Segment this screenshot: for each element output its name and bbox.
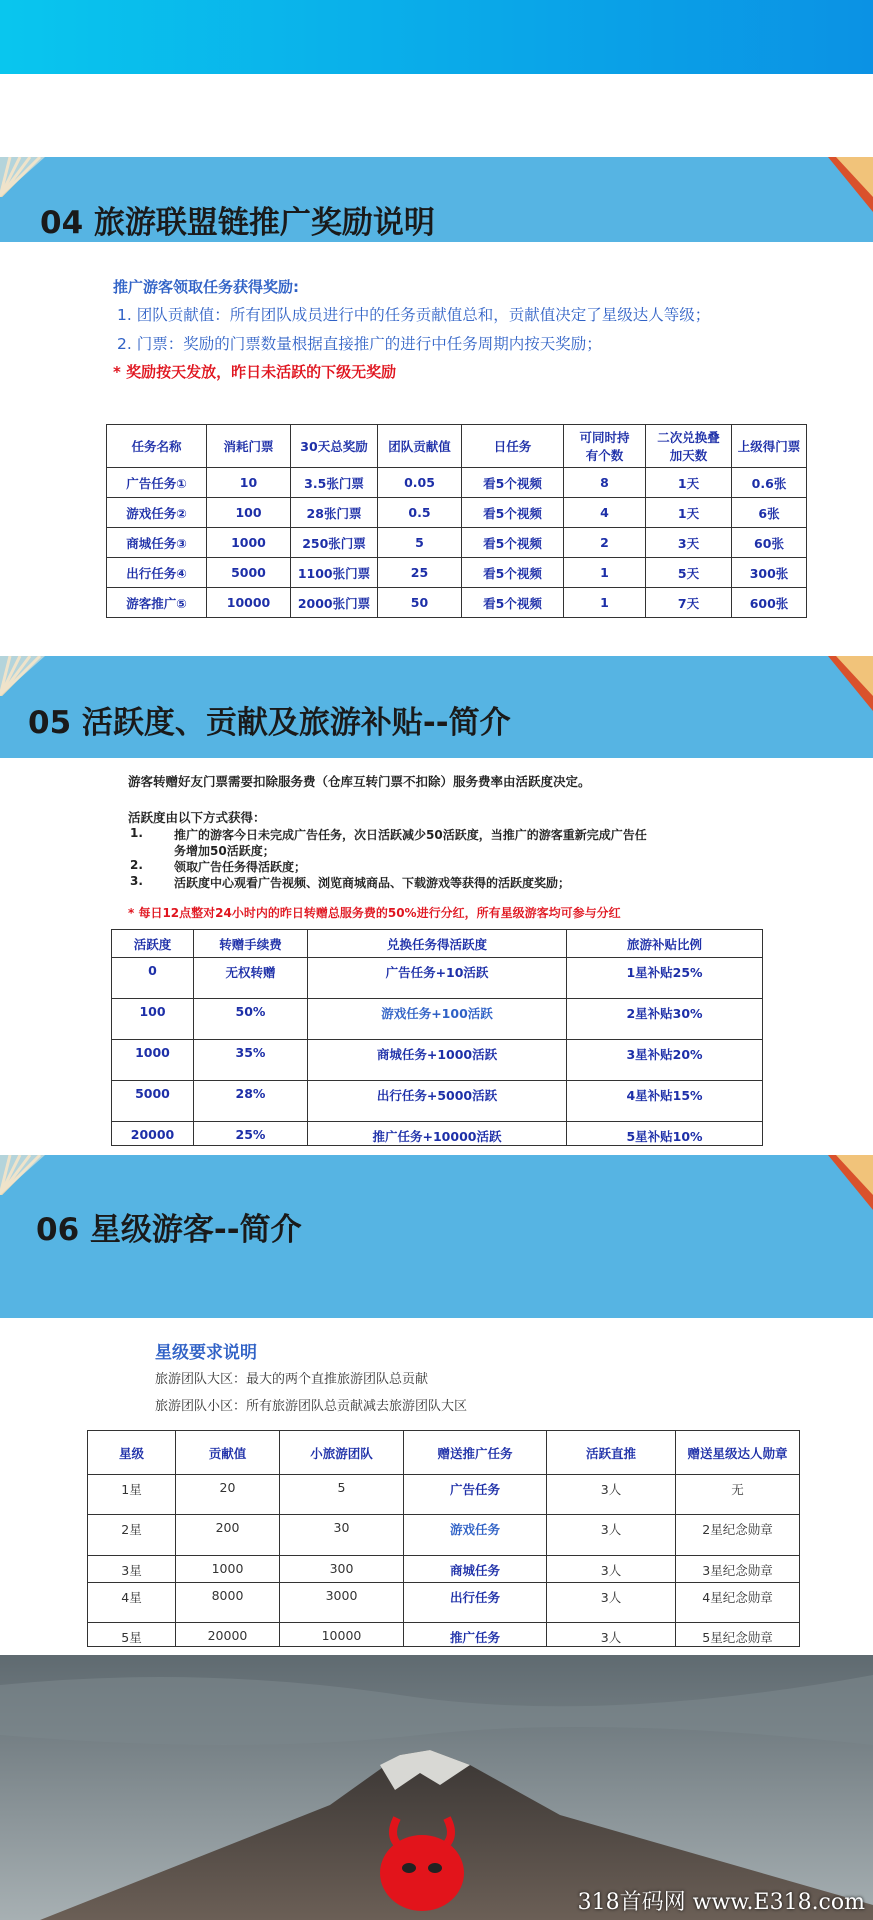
section-04-point-2: 2. 门票：奖励的门票数量根据直接推广的进行中任务周期内按天奖励； [117,335,602,353]
table-cell: 看5个视频 [462,498,564,528]
table-cell: 60张 [732,528,807,558]
table-header-cell: 上级得门票 [732,425,807,468]
table-cell: 广告任务① [107,468,207,498]
table-cell: 游戏任务+100活跃 [308,999,567,1040]
table-header-cell: 星级 [88,1431,176,1475]
table-row [112,1122,763,1146]
top-banner [0,0,873,74]
table-row [107,558,807,588]
list-item: 推广的游客今日未完成广告任务，次日活跃减少50活跃度，当推广的游客重新完成广告任 [174,828,647,842]
section-04-point-1: 1. 团队贡献值：所有团队成员进行中的任务贡献值总和，贡献值决定了星级达人等级； [117,306,711,324]
table-cell: 4星 [88,1583,176,1623]
table-cell: 5天 [646,558,732,588]
table-cell: 1000 [176,1556,280,1583]
table-cell: 3星 [88,1556,176,1583]
table-header-cell: 小旅游团队 [280,1431,404,1475]
table-row [88,1475,800,1515]
table-row [112,958,763,999]
table-row [107,498,807,528]
table-cell: 0.5 [378,498,462,528]
list-item-continued: 务增加50活跃度； [174,844,275,858]
table-cell: 推广任务 [404,1623,547,1647]
table-cell: 看5个视频 [462,528,564,558]
table-cell: 20 [176,1475,280,1515]
table-cell: 出行任务④ [107,558,207,588]
table-cell: 8 [564,468,646,498]
table-cell: 28% [194,1081,308,1122]
section-05-note: * 每日12点整对24小时内的昨日转赠总服务费的50%进行分红，所有星级游客均可参与分红 [128,906,621,920]
table-cell: 4 [564,498,646,528]
table-header-cell: 赠送星级达人勋章 [676,1431,800,1475]
table-cell: 2星补贴30% [567,999,763,1040]
list-item-number: 3. [130,874,143,888]
table-cell: 5000 [207,558,291,588]
table-cell: 5星 [88,1623,176,1647]
table-cell: 3星补贴20% [567,1040,763,1081]
table-row [112,999,763,1040]
table-cell: 2000张门票 [291,588,378,618]
table-cell: 1100张门票 [291,558,378,588]
table-cell: 无权转赠 [194,958,308,999]
star-level-table [87,1430,800,1647]
table-cell: 10000 [207,588,291,618]
list-item-number: 2. [130,858,143,872]
list-item: 领取广告任务得活跃度； [174,860,307,874]
table-header-cell: 转赠手续费 [194,930,308,958]
table-cell: 2星 [88,1515,176,1556]
section-06-subtitle: 星级要求说明 [155,1343,257,1363]
table-cell: 4星补贴15% [567,1081,763,1122]
table-cell: 5 [280,1475,404,1515]
table-cell: 3星纪念勋章 [676,1556,800,1583]
section-05-howto: 活跃度由以下方式获得： [128,810,266,825]
table-cell: 游戏任务② [107,498,207,528]
table-row [112,1081,763,1122]
table-header-cell: 消耗门票 [207,425,291,468]
table-cell: 3.5张门票 [291,468,378,498]
table-header-cell: 团队贡献值 [378,425,462,468]
table-cell: 7天 [646,588,732,618]
list-item-number: 1. [130,826,143,840]
fan-decoration-icon [818,157,873,217]
table-cell: 5星补贴10% [567,1122,763,1146]
table-row [88,1583,800,1623]
table-cell: 0 [112,958,194,999]
table-cell: 看5个视频 [462,588,564,618]
section-04-intro: 推广游客领取任务获得奖励: [113,278,299,296]
table-cell: 28张门票 [291,498,378,528]
table-header-cell: 赠送推广任务 [404,1431,547,1475]
table-header-cell: 30天总奖励 [291,425,378,468]
table-cell: 35% [194,1040,308,1081]
table-cell: 10000 [280,1623,404,1647]
table-cell: 4星纪念勋章 [676,1583,800,1623]
section-05-intro: 游客转赠好友门票需要扣除服务费（仓库互转门票不扣除）服务费率由活跃度决定。 [128,774,591,789]
table-header-cell: 日任务 [462,425,564,468]
table-cell: 100 [207,498,291,528]
list-item: 活跃度中心观看广告视频、浏览商城商品、下载游戏等获得的活跃度奖励； [174,876,571,890]
fan-decoration-icon [0,656,60,696]
table-cell: 无 [676,1475,800,1515]
table-cell: 3人 [547,1475,676,1515]
table-header-cell: 二次兑换叠加天数 [646,425,732,468]
table-cell: 广告任务+10活跃 [308,958,567,999]
table-cell: 游戏任务 [404,1515,547,1556]
table-cell: 出行任务 [404,1583,547,1623]
fan-decoration-icon [0,157,60,197]
table-cell: 5 [378,528,462,558]
table-cell: 5星纪念勋章 [676,1623,800,1647]
table-cell: 出行任务+5000活跃 [308,1081,567,1122]
table-cell: 6张 [732,498,807,528]
table-cell: 300张 [732,558,807,588]
table-cell: 1星补贴25% [567,958,763,999]
table-cell: 3人 [547,1556,676,1583]
activity-table [111,929,763,1146]
table-cell: 商城任务③ [107,528,207,558]
table-cell: 1 [564,588,646,618]
table-cell: 2星纪念勋章 [676,1515,800,1556]
table-cell: 0.05 [378,468,462,498]
table-cell: 20000 [112,1122,194,1146]
fan-decoration-icon [818,1155,873,1215]
table-cell: 25% [194,1122,308,1146]
table-cell: 25 [378,558,462,588]
table-header-cell: 任务名称 [107,425,207,468]
table-row [88,1556,800,1583]
table-cell: 300 [280,1556,404,1583]
table-header-row [88,1431,800,1475]
table-cell: 2 [564,528,646,558]
table-cell: 游客推广⑤ [107,588,207,618]
table-cell: 50% [194,999,308,1040]
section-06-line-1: 旅游团队大区：最大的两个直推旅游团队总贡献 [155,1372,429,1387]
table-cell: 600张 [732,588,807,618]
table-cell: 3人 [547,1583,676,1623]
table-cell: 广告任务 [404,1475,547,1515]
table-header-cell: 活跃度 [112,930,194,958]
fan-decoration-icon [818,656,873,716]
table-cell: 商城任务 [404,1556,547,1583]
table-cell: 看5个视频 [462,558,564,588]
table-row [112,1040,763,1081]
watermark: 318首码网 www.E318.com [577,1890,865,1915]
table-cell: 推广任务+10000活跃 [308,1122,567,1146]
table-header-cell: 活跃直推 [547,1431,676,1475]
table-cell: 30 [280,1515,404,1556]
section-04-title: 04 旅游联盟链推广奖励说明 [40,205,435,241]
table-cell: 看5个视频 [462,468,564,498]
table-cell: 1 [564,558,646,588]
table-cell: 3人 [547,1623,676,1647]
table-cell: 商城任务+1000活跃 [308,1040,567,1081]
table-header-cell: 旅游补贴比例 [567,930,763,958]
table-row [107,468,807,498]
table-row [107,528,807,558]
table-cell: 3天 [646,528,732,558]
mascot-logo-icon [367,1808,477,1913]
table-row [88,1623,800,1647]
table-cell: 100 [112,999,194,1040]
table-cell: 20000 [176,1623,280,1647]
table-header-cell: 兑换任务得活跃度 [308,930,567,958]
table-cell: 1星 [88,1475,176,1515]
table-cell: 50 [378,588,462,618]
table-row [88,1515,800,1556]
table-cell: 1000 [207,528,291,558]
table-header-cell: 可同时持有个数 [564,425,646,468]
table-cell: 250张门票 [291,528,378,558]
table-cell: 1天 [646,468,732,498]
section-06-title: 06 星级游客--简介 [36,1212,302,1248]
table-cell: 200 [176,1515,280,1556]
task-reward-table [106,424,807,618]
table-row [107,588,807,618]
fan-decoration-icon [0,1155,60,1195]
table-cell: 5000 [112,1081,194,1122]
table-cell: 10 [207,468,291,498]
section-04-note: * 奖励按天发放，昨日未活跃的下级无奖励 [113,363,397,381]
table-cell: 1天 [646,498,732,528]
table-cell: 0.6张 [732,468,807,498]
table-header-cell: 贡献值 [176,1431,280,1475]
table-header-row [107,425,807,468]
table-header-row [112,930,763,958]
section-06-line-2: 旅游团队小区：所有旅游团队总贡献减去旅游团队大区 [155,1399,468,1414]
table-cell: 8000 [176,1583,280,1623]
table-cell: 3000 [280,1583,404,1623]
table-cell: 3人 [547,1515,676,1556]
section-05-title: 05 活跃度、贡献及旅游补贴--简介 [28,705,511,741]
table-cell: 1000 [112,1040,194,1081]
